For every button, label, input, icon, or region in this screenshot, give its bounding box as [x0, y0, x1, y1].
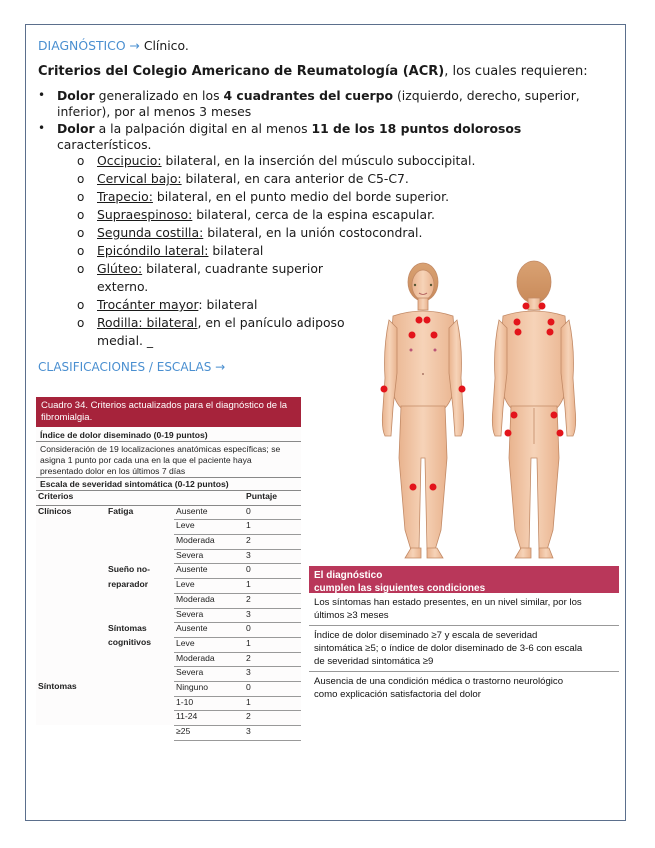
- point-text: bilateral, cerca de la espina escapular.: [192, 207, 435, 222]
- table-cell: [36, 652, 106, 667]
- table-cell: Ausente: [174, 623, 244, 638]
- point-text: bilateral, en la inserción del músculo suboccipital.: [161, 153, 476, 168]
- table-cell: [36, 623, 106, 638]
- diagnosis-value: Clínico.: [139, 38, 189, 53]
- point-label: Trapecio:: [97, 189, 153, 204]
- table-cell: 1: [244, 637, 301, 652]
- bullet-dot: •: [38, 88, 46, 102]
- point-item: o Rodilla: bilateral, en el panículo adiposo: [77, 315, 345, 330]
- condition-line: Los síntomas han estado presentes, en un nivel similar, por los: [314, 597, 582, 608]
- bullet2-bold1: Dolor: [57, 121, 95, 136]
- condition-cell: [309, 593, 619, 626]
- table-header-row: [36, 491, 301, 505]
- condition-cell: [309, 626, 619, 672]
- table-cell: [36, 637, 106, 652]
- table-cell: [106, 711, 174, 726]
- criteria-line: [38, 64, 588, 80]
- bullet-dot: •: [38, 121, 46, 135]
- table-cell: Moderada: [174, 593, 244, 608]
- table-row: [36, 711, 301, 726]
- table-cell: [36, 579, 106, 594]
- point-item: o Segunda costilla: bilateral, en la unión costocondral.: [77, 225, 423, 240]
- table-cell: 0: [244, 564, 301, 579]
- point-text: : bilateral: [198, 297, 258, 312]
- table-cell: 2: [244, 593, 301, 608]
- point-label: Segunda costilla:: [97, 225, 204, 240]
- table-row: [36, 637, 301, 652]
- table-cell: [36, 696, 106, 711]
- table-row: [36, 520, 301, 535]
- bullet1-line1: [57, 88, 580, 104]
- criteria-rest: , los cuales requieren:: [444, 64, 588, 79]
- table-cell: 1-10: [174, 696, 244, 711]
- diagnosis-heading: [38, 38, 189, 54]
- table-cell: Clínicos: [38, 505, 72, 516]
- conditions-header-1: El diagnóstico: [314, 570, 383, 581]
- table-title: Cuadro 34. Criterios actualizados para el diagnóstico de la fibromialgia.: [36, 397, 301, 427]
- table-cell: [36, 726, 106, 741]
- table-cell: reparador: [108, 578, 149, 589]
- point-text: bilateral, en cara anterior de C5-C7.: [181, 171, 409, 186]
- table-cell: Severa: [174, 667, 244, 682]
- bullet1-bold1: Dolor: [57, 88, 95, 103]
- table-row: [36, 564, 301, 579]
- table-cell: 2: [244, 535, 301, 550]
- table-cell: [36, 711, 106, 726]
- table-cell: [36, 667, 106, 682]
- condition-cell: [309, 672, 619, 704]
- point-label: Occipucio:: [97, 153, 162, 168]
- conditions-header: [309, 566, 619, 593]
- point-text: bilateral: [208, 243, 264, 258]
- point-item: o Trocánter mayor: bilateral: [77, 297, 258, 312]
- table-cell: 1: [244, 579, 301, 594]
- point-label: Glúteo:: [97, 261, 143, 276]
- table-index-desc-3: presentado dolor en los últimos 7 días: [36, 466, 301, 478]
- bullet2-line2: característicos.: [57, 137, 152, 152]
- table-row: [36, 696, 301, 711]
- tender-points-figure: [375, 258, 613, 568]
- point-item: o Epicóndilo lateral: bilateral: [77, 243, 264, 258]
- table-cell: [36, 549, 106, 564]
- table-cell: Ninguno: [174, 681, 244, 696]
- table-row: [36, 623, 301, 638]
- table-index-desc-2: asigna 1 punto por cada una en la que el paciente haya: [40, 455, 252, 465]
- table-cell: 2: [244, 652, 301, 667]
- diagnosis-label: DIAGNÓSTICO →: [38, 38, 140, 53]
- point-item: [77, 333, 153, 349]
- table-row: [36, 535, 301, 550]
- table-cell: Severa: [174, 549, 244, 564]
- table-cell: 3: [244, 608, 301, 623]
- table-cell: [36, 520, 106, 535]
- severity-table: [36, 491, 301, 741]
- table-cell: [106, 667, 174, 682]
- point-item: o Glúteo: bilateral, cuadrante superior: [77, 261, 324, 276]
- table-cell: Leve: [174, 579, 244, 594]
- table-cell: 1: [244, 520, 301, 535]
- bullet1-bold2: 4 cuadrantes del cuerpo: [223, 88, 394, 103]
- bullet1-text2: (izquierdo, derecho, superior,: [393, 88, 580, 103]
- table-cell: Síntomas: [38, 681, 77, 692]
- col-puntaje: Puntaje: [244, 491, 301, 505]
- table-cell: 2: [244, 711, 301, 726]
- table-cell: 1: [244, 696, 301, 711]
- table-cell: [106, 681, 174, 696]
- table-cell: 0: [244, 681, 301, 696]
- table-cell: [36, 535, 106, 550]
- bullet2-bold2: 11 de los 18 puntos dolorosos: [311, 121, 522, 136]
- table-row: [36, 505, 301, 520]
- table-cell: [36, 593, 106, 608]
- point-label: Supraespinoso:: [97, 207, 193, 222]
- table-cell: ≥25: [174, 726, 244, 741]
- table-cell: [36, 608, 106, 623]
- point-item: [77, 279, 148, 295]
- condition-line: sintomática ≥5; o índice de dolor diseminado de 3-6 con escala: [314, 643, 583, 654]
- bullet1-text1: generalizado en los: [94, 88, 224, 103]
- condition-line: Ausencia de una condición médica o trastorno neurológico: [314, 676, 564, 687]
- table-cell: Fatiga: [108, 505, 134, 516]
- table-cell: Moderada: [174, 535, 244, 550]
- point-text: externo.: [97, 279, 149, 294]
- body-diagram: [375, 258, 613, 568]
- diagnosis-conditions-table: [309, 566, 619, 706]
- table-row: [36, 726, 301, 741]
- point-text: medial. _: [97, 333, 154, 348]
- col-criterios: Criterios: [36, 491, 106, 505]
- point-item: o Cervical bajo: bilateral, en cara anterior de C5-C7.: [77, 171, 409, 186]
- point-label: Epicóndilo lateral:: [97, 243, 209, 258]
- bullet2-text1: a la palpación digital en al menos: [94, 121, 312, 136]
- point-text: bilateral, cuadrante superior: [142, 261, 324, 276]
- point-item: o Occipucio: bilateral, en la inserción del músculo suboccipital.: [77, 153, 476, 168]
- table-row: [36, 667, 301, 682]
- table-cell: Ausente: [174, 505, 244, 520]
- table-cell: Sueño no-: [108, 563, 151, 574]
- table-severity-title: Escala de severidad sintomática (0-12 puntos): [36, 479, 301, 491]
- table-cell: [106, 520, 174, 535]
- conditions-header-2: cumplen las siguientes condiciones: [314, 583, 486, 594]
- point-label: Trocánter mayor: [97, 297, 199, 312]
- table-cell: 0: [244, 623, 301, 638]
- table-cell: Leve: [174, 520, 244, 535]
- criteria-table: [36, 397, 301, 736]
- point-text: , en el panículo adiposo: [197, 315, 345, 330]
- table-index-title: Índice de dolor diseminado (0-19 puntos): [36, 430, 301, 442]
- table-cell: 11-24: [174, 711, 244, 726]
- table-row: [36, 579, 301, 594]
- table-cell: [106, 549, 174, 564]
- bullet2-line1: [57, 121, 521, 137]
- table-row: [36, 608, 301, 623]
- table-cell: [36, 564, 106, 579]
- table-row: [36, 593, 301, 608]
- condition-line: de severidad sintomática ≥9: [314, 656, 434, 667]
- table-cell: [106, 593, 174, 608]
- table-cell: Leve: [174, 637, 244, 652]
- table-cell: [106, 726, 174, 741]
- table-index-desc-1: Consideración de 19 localizaciones anatómicas específicas; se: [40, 444, 281, 454]
- point-item: o Supraespinoso: bilateral, cerca de la espina escapular.: [77, 207, 435, 222]
- table-cell: 3: [244, 549, 301, 564]
- table-cell: [106, 696, 174, 711]
- classifications-heading: CLASIFICACIONES / ESCALAS →: [38, 360, 226, 374]
- point-text: bilateral, en el punto medio del borde superior.: [152, 189, 450, 204]
- table-cell: 3: [244, 667, 301, 682]
- table-cell: cognitivos: [108, 637, 151, 648]
- table-cell: Severa: [174, 608, 244, 623]
- condition-line: como explicación satisfactoria del dolor: [314, 689, 481, 700]
- front-body: [382, 263, 463, 558]
- table-cell: Síntomas: [108, 622, 147, 633]
- table-cell: 3: [244, 726, 301, 741]
- table-cell: [106, 608, 174, 623]
- condition-line: últimos ≥3 meses: [314, 610, 389, 621]
- point-item: o Trapecio: bilateral, en el punto medio del borde superior.: [77, 189, 450, 204]
- point-text: bilateral, en la unión costocondral.: [203, 225, 423, 240]
- table-cell: Moderada: [174, 652, 244, 667]
- table-cell: [106, 652, 174, 667]
- point-label: Rodilla: bilateral: [97, 315, 198, 330]
- table-row: [36, 652, 301, 667]
- bullet1-line2: inferior), por al menos 3 meses: [57, 104, 252, 119]
- table-cell: Ausente: [174, 564, 244, 579]
- condition-line: Índice de dolor diseminado ≥7 y escala de severidad: [314, 630, 538, 641]
- criteria-bold: Criterios del Colegio Americano de Reumatología (ACR): [38, 64, 445, 79]
- table-cell: 0: [244, 505, 301, 520]
- table-row: [36, 549, 301, 564]
- point-label: Cervical bajo:: [97, 171, 182, 186]
- table-row: [36, 681, 301, 696]
- table-cell: [106, 535, 174, 550]
